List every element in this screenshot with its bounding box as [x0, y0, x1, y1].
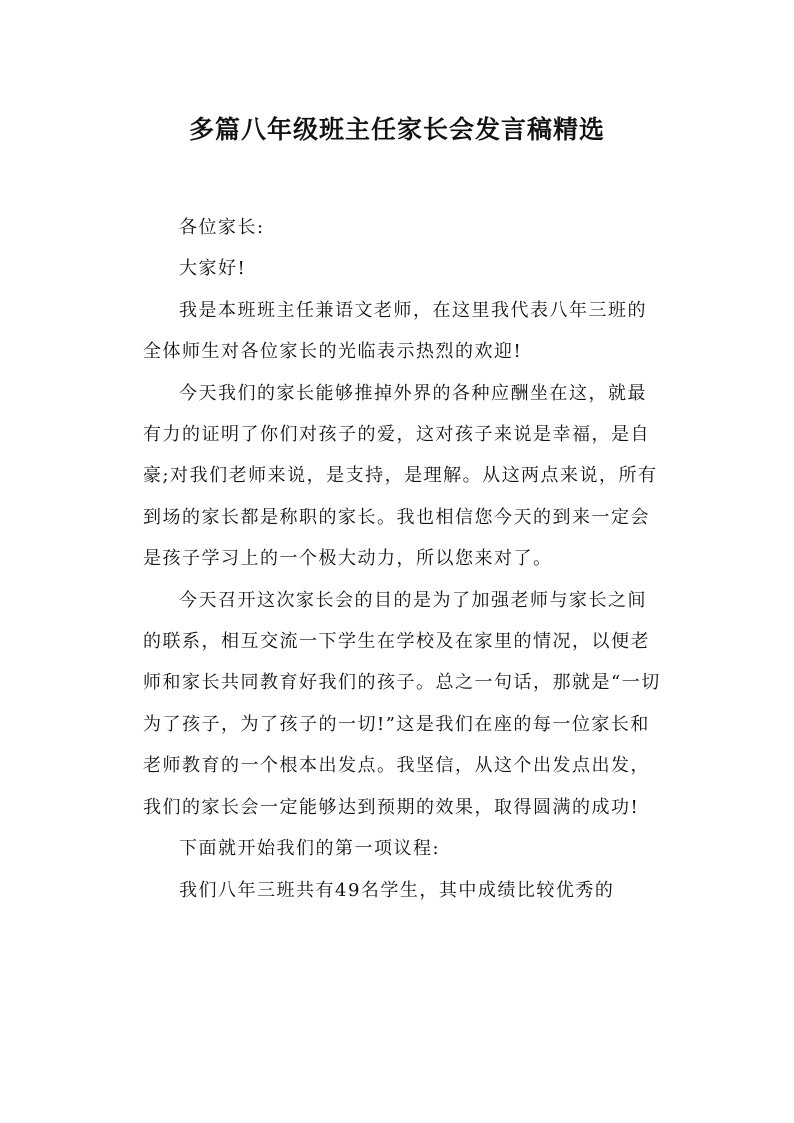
document-title: 多篇八年级班主任家长会发言稿精选 — [188, 115, 605, 144]
paragraph-hello: 大家好! — [179, 258, 247, 280]
paragraph-thanks: 今天我们的家长能够推掉外界的各种应酬坐在这，就最有力的证明了你们对孩子的爱，这对孩子来说是幸福，是自豪;对我们老师来说，是支持，是理解。从这两点来说，所有到场的家长都是称职的家长。我也相信您今天的到来一定会是孩子学习上的一个极大动力，所以您来对了。 — [143, 382, 658, 570]
paragraph-agenda: 下面就开始我们的第一项议程: — [179, 838, 441, 860]
document-body — [143, 207, 663, 911]
paragraph-intro: 我是本班班主任兼语文老师，在这里我代表八年三班的全体师生对各位家长的光临表示热烈的欢迎! — [143, 299, 647, 363]
paragraph-class-info: 我们八年三班共有49名学生，其中成绩比较优秀的 — [179, 879, 615, 901]
paragraph-greeting: 各位家长: — [179, 217, 265, 238]
paragraph-purpose: 今天召开这次家长会的目的是为了加强老师与家长之间的联系，相互交流一下学生在学校及在家里的情况，以便老师和家长共同教育好我们的孩子。总之一句话，那就是“一切为了孩子，为了孩子的一切!”这是我们在座的每一位家长和老师教育的一个根本出发点。我坚信，从这个出发点出发，我们的家长会一定能够达到预期的效果，取得圆满的成功! — [143, 589, 661, 818]
